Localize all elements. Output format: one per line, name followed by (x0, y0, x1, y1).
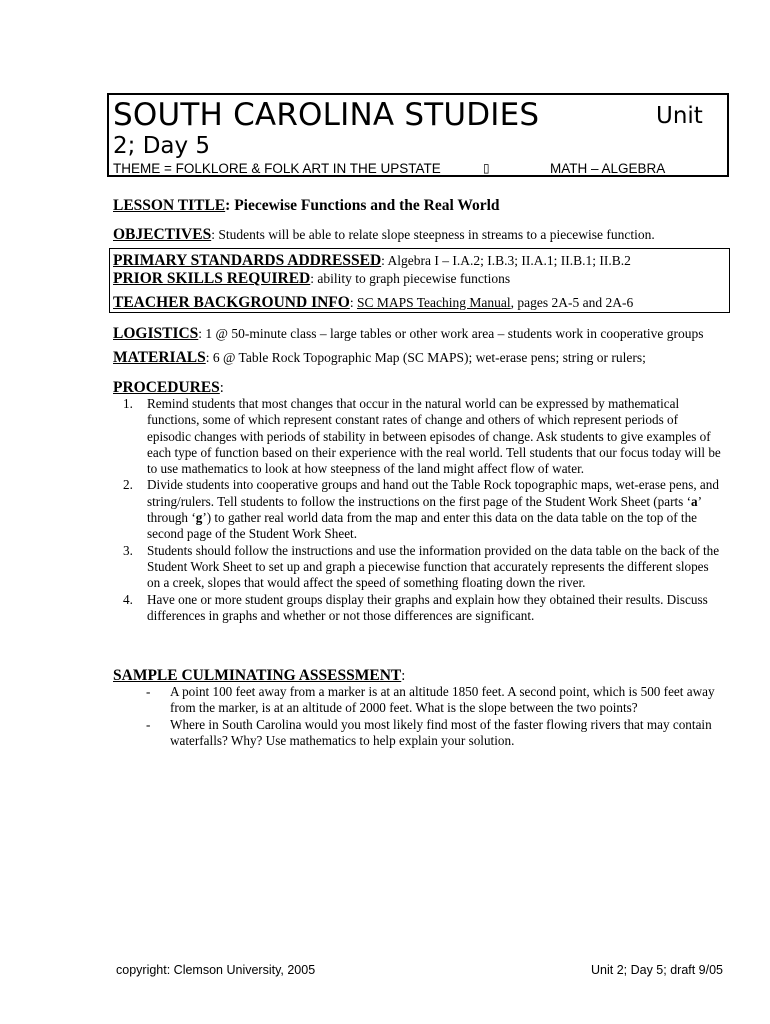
standards-label: PRIMARY STANDARDS ADDRESSED (113, 252, 382, 269)
lesson-title-text: : Piecewise Functions and the Real World (225, 197, 500, 214)
logistics-label: LOGISTICS (113, 325, 199, 342)
primary-standards (113, 252, 631, 270)
assessment-item: - Where in South Carolina would you most likely find most of the faster flowing rivers that may contain waterfalls? Why? Use mathematics to help explain your solution. (146, 716, 712, 748)
assessment-heading: SAMPLE CULMINATING ASSESSMENT: (113, 667, 406, 684)
lesson-title-label: LESSON TITLE (113, 197, 226, 214)
teacher-background-label: TEACHER BACKGROUND INFO (113, 294, 350, 311)
objectives-text: : Students will be able to relate slope steepness in streams to a piecewise function. (211, 227, 655, 242)
assessment-label: SAMPLE CULMINATING ASSESSMENT (113, 667, 402, 684)
assessment-list (113, 684, 725, 749)
materials-label: MATERIALS (113, 349, 206, 366)
procedures-label: PROCEDURES (113, 379, 220, 396)
placeholder-glyph-icon: ▯ (483, 161, 490, 175)
subject-text: MATH – ALGEBRA (550, 161, 666, 176)
footer-copyright: copyright: Clemson University, 2005 (116, 963, 316, 977)
procedures-list (113, 396, 725, 624)
procedure-item: 3. Students should follow the instructions and use the information provided on the data table on the back of the Student Work Sheet to set up and graph a piecewise function that accurately represents the different slopes on a creek, slopes that would affect the speed of something floating down the river. (123, 542, 720, 591)
prior-skills (113, 270, 510, 288)
unit-label: Unit (656, 103, 703, 129)
standards-text: : Algebra I – I.A.2; I.B.3; II.A.1; II.B.1; II.B.2 (381, 253, 631, 268)
logistics (113, 325, 703, 343)
materials (113, 349, 646, 367)
theme-text: THEME = FOLKLORE & FOLK ART IN THE UPSTATE (113, 161, 441, 176)
teaching-manual-link[interactable]: SC MAPS Teaching Manual (356, 295, 511, 310)
procedure-item: 1. Remind students that most changes that occur in the natural world can be expressed by mathematical functions, some of which represent constant rates of change and others of which represent periods of episodic changes with periods of stability in between episodes of change. Ask students to give examples of each type of function based on their experience with the real world. Tell students that our focus today will be to use mathematics to look at how steepness of the land might affect flow of water. (123, 396, 721, 477)
footer-draft-info: Unit 2; Day 5; draft 9/05 (591, 963, 724, 977)
objectives (113, 226, 655, 244)
prior-skills-label: PRIOR SKILLS REQUIRED (113, 270, 311, 287)
procedure-item: 4. Have one or more student groups display their graphs and explain how they obtained their results. Discuss differences in graphs and whether or not those differences are significant. (123, 591, 708, 623)
teacher-background-text: , pages 2A-5 and 2A-6 (510, 295, 634, 310)
materials-text: : 6 @ Table Rock Topographic Map (SC MAPS); wet-erase pens; string or rulers; (205, 350, 646, 365)
document-title: SOUTH CAROLINA STUDIES (113, 97, 540, 133)
lesson-title (113, 197, 500, 215)
unit-day: 2; Day 5 (113, 133, 211, 159)
assessment-item: - A point 100 feet away from a marker is at an altitude 1850 feet. A second point, which is 500 feet away from the marker, is at an altitude of 2000 feet. What is the slope between the two points? (146, 684, 715, 716)
objectives-label: OBJECTIVES (113, 226, 212, 243)
logistics-text: : 1 @ 50-minute class – large tables or other work area – students work in cooperative groups (198, 326, 704, 341)
header-box (107, 93, 729, 177)
procedures-heading: PROCEDURES: (113, 379, 224, 396)
prior-skills-text: : ability to graph piecewise functions (310, 271, 511, 286)
procedure-item: 2. Divide students into cooperative groups and hand out the Table Rock topographic maps, wet-erase pens, and string/rulers. Tell students to follow the instructions on the first page of the Student Work Sheet (parts ‘a’ through ‘g’) to gather real world data from the map and enter this data on the data table on the top of the second page of the Student Work Sheet. (123, 477, 719, 542)
teacher-background: TEACHER BACKGROUND INFO: SC MAPS Teaching Manual, pages 2A-5 and 2A-6 (113, 294, 634, 311)
